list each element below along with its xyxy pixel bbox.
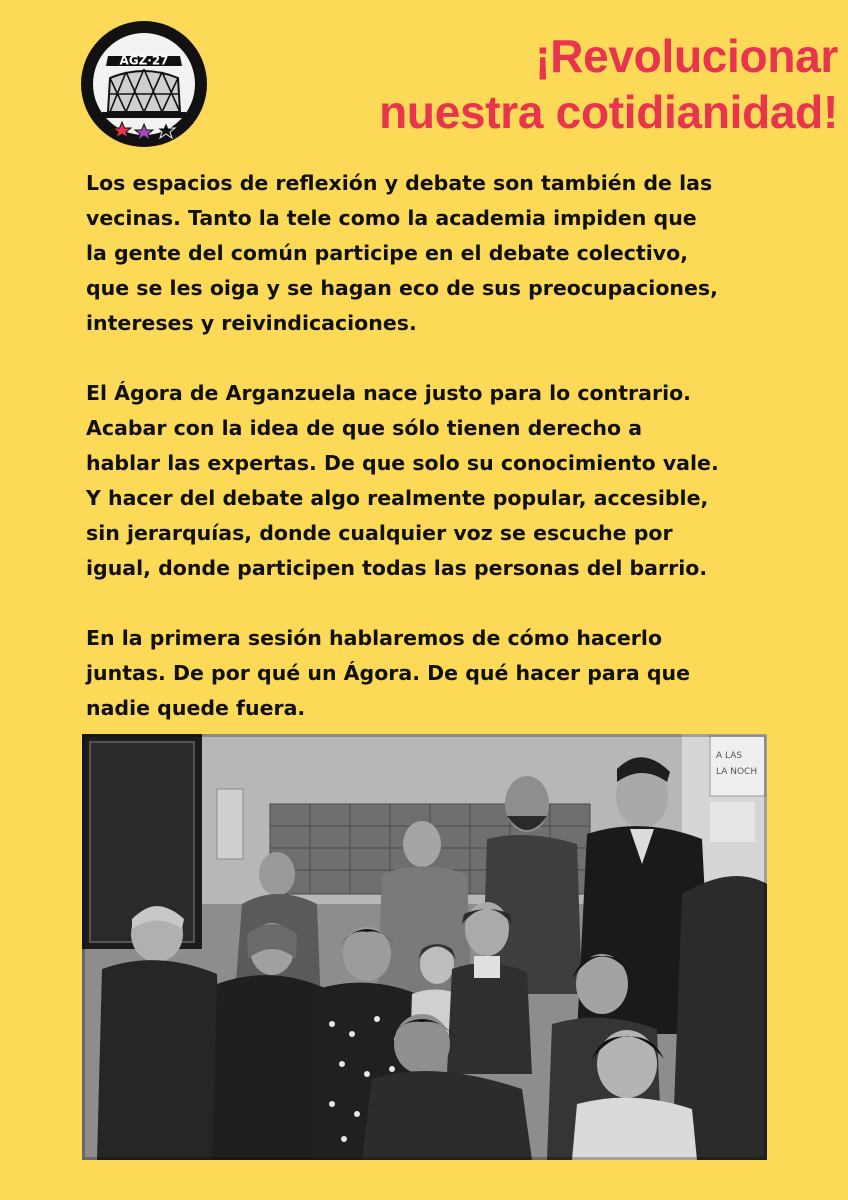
text-line: Acabar con la idea de que sólo tienen derecho a: [86, 416, 643, 440]
text-line: En la primera sesión hablaremos de cómo hacerlo: [86, 626, 663, 650]
text-line: que se les oiga y se hagan eco de sus preocupaciones,: [86, 276, 718, 300]
photo-illustration: [82, 734, 767, 1160]
text-line: hablar las expertas. De que solo su conocimiento vale.: [86, 451, 719, 475]
text-line: Y hacer del debate algo realmente popular, accesible,: [86, 486, 709, 510]
body-text: [86, 166, 816, 761]
paragraph-2: [86, 376, 816, 586]
text-line: intereses y reivindicaciones.: [86, 311, 417, 335]
wall-note-line-1: A LAS: [716, 751, 743, 761]
paragraph-3: [86, 621, 816, 726]
agz27-logo: [80, 20, 208, 148]
logo-text: AGZ·27: [119, 53, 169, 68]
text-line: sin jerarquías, donde cualquier voz se escuche por: [86, 521, 673, 545]
neighborhood-meeting-photo: [82, 734, 767, 1160]
title-line-1: ¡Revolucionar: [535, 30, 838, 82]
paragraph-1: [86, 166, 816, 341]
text-line: juntas. De por qué un Ágora. De qué hacer para que: [86, 661, 691, 685]
text-line: la gente del común participe en el debate colectivo,: [86, 241, 689, 265]
text-line: El Ágora de Arganzuela nace justo para lo contrario.: [86, 381, 691, 405]
text-line: Los espacios de reflexión y debate son también de las: [86, 171, 713, 195]
text-line: igual, donde participen todas las personas del barrio.: [86, 556, 708, 580]
title-line-2: nuestra cotidianidad!: [379, 86, 838, 138]
page-title: [238, 28, 838, 140]
text-line: nadie quede fuera.: [86, 696, 306, 720]
text-line: vecinas. Tanto la tele como la academia impiden que: [86, 206, 697, 230]
logo-graphic: [80, 20, 208, 148]
wall-note-line-2: LA NOCH: [716, 767, 758, 777]
